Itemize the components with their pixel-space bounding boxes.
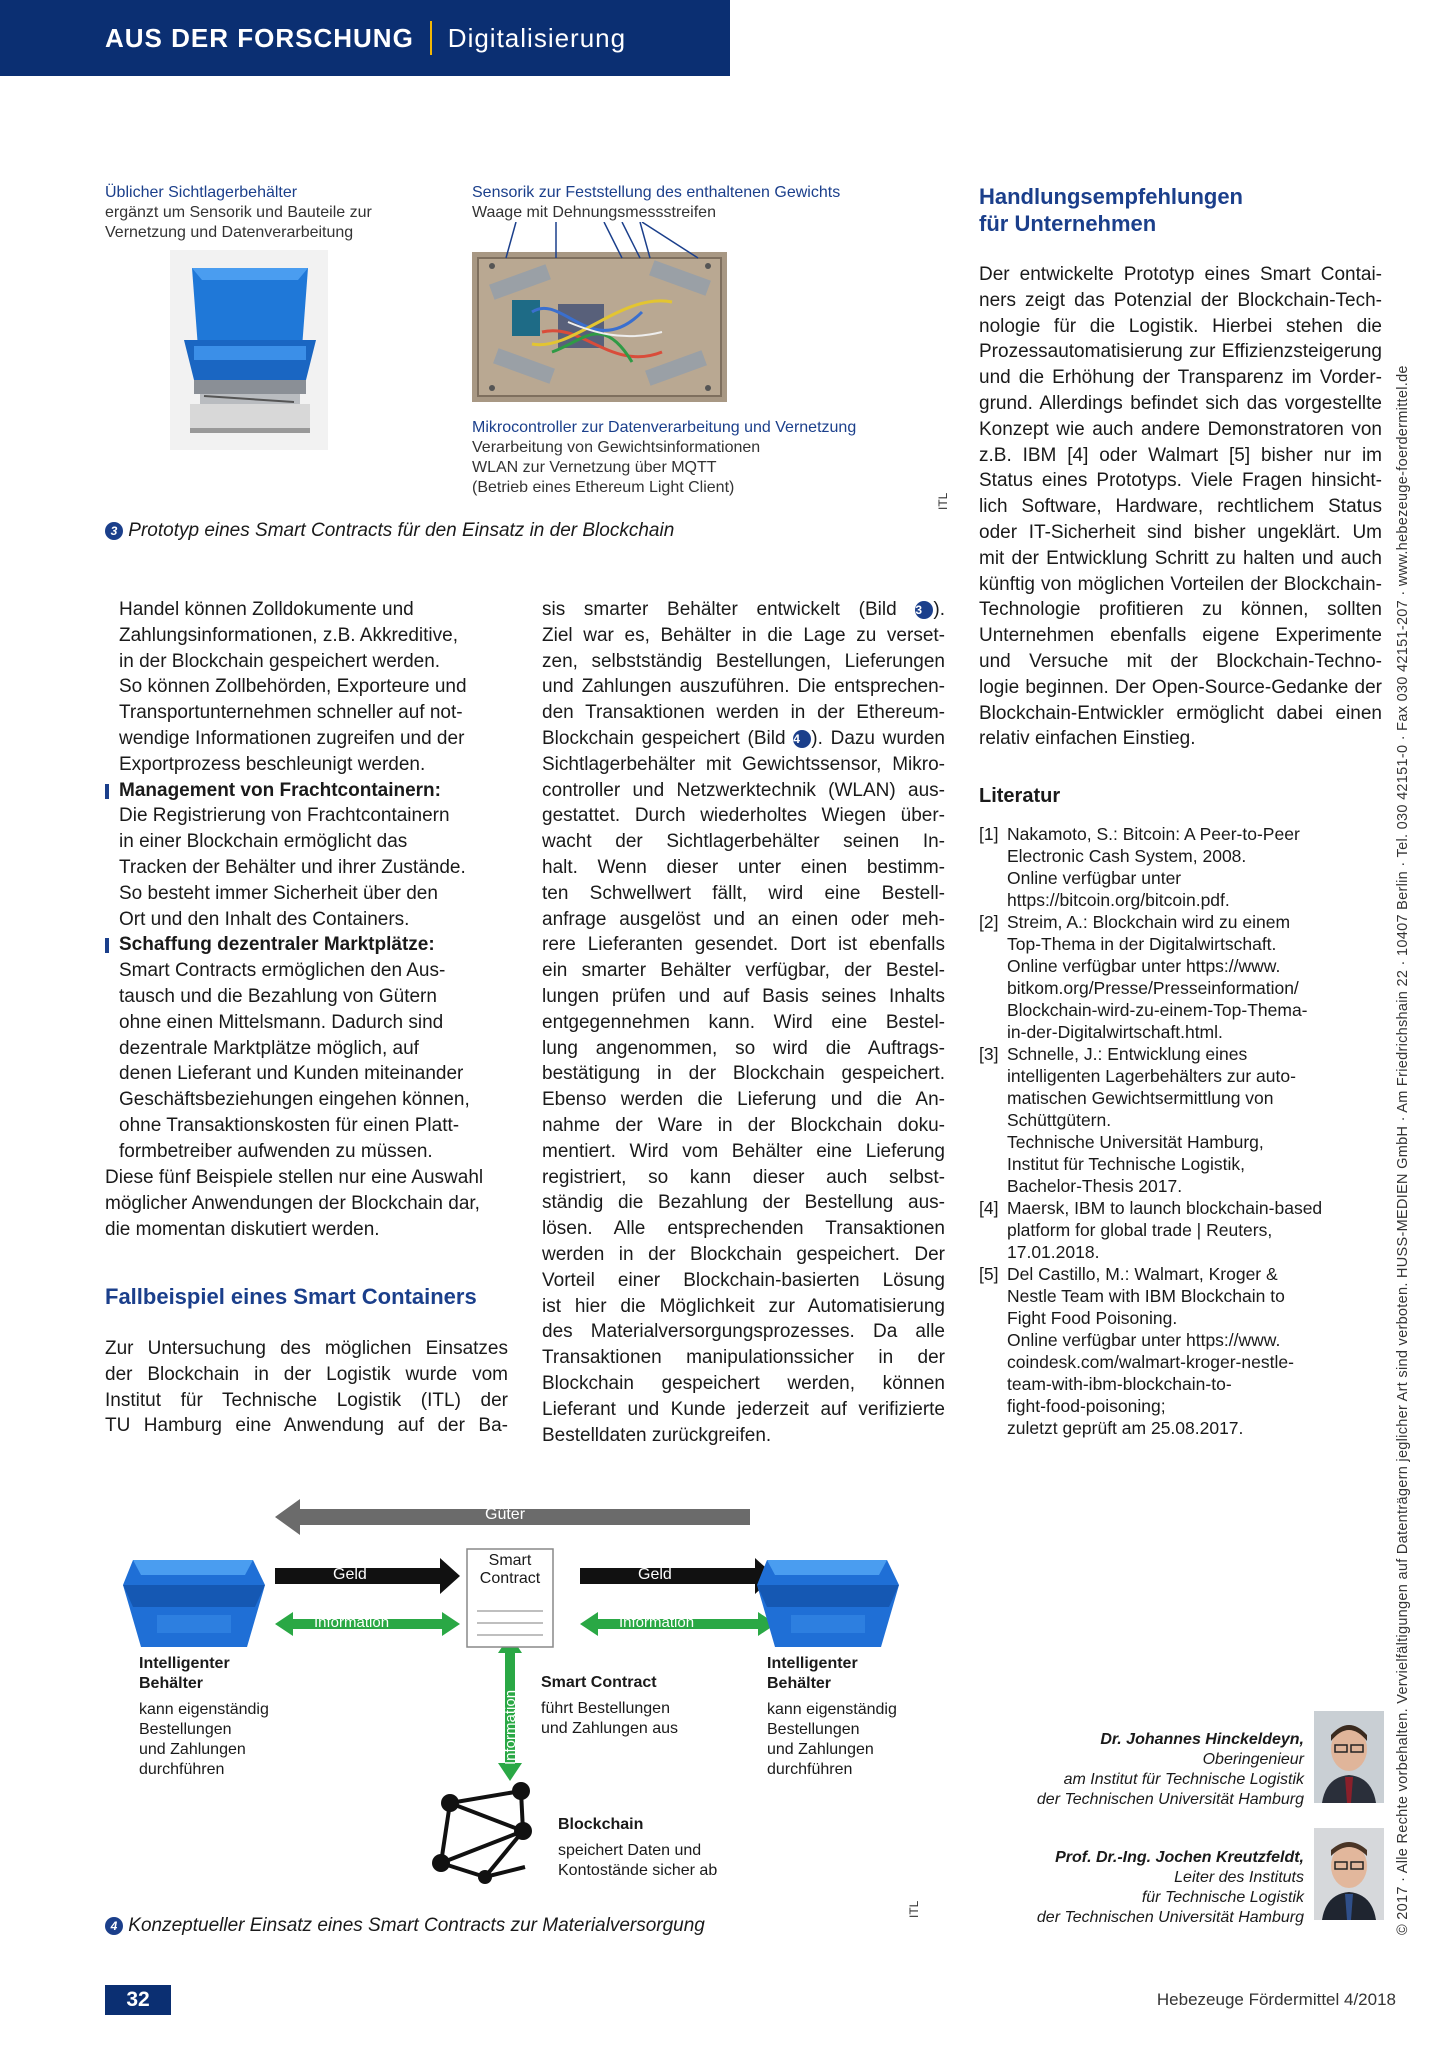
figure-number-badge: 4: [105, 1917, 123, 1935]
text-line: des Materialversorgungsprozesses. Da alle: [542, 1321, 945, 1343]
information-label-left: Information: [314, 1614, 390, 1631]
literature-list: [979, 823, 1379, 1439]
money-arrow-left: [275, 1558, 460, 1594]
literature-line: Electronic Cash System, 2008.: [1007, 846, 1247, 866]
literature-item: [979, 911, 1379, 1043]
literature-line: Schnelle, J.: Entwicklung eines: [1007, 1044, 1248, 1064]
bc-desc-line: speichert Daten und: [558, 1842, 702, 1859]
bin-desc-line: und Zahlungen: [139, 1741, 246, 1758]
literature-line: Streim, A.: Blockchain wird zu einem: [1007, 912, 1291, 932]
heading-line: Handlungsempfehlungen: [979, 184, 1243, 209]
text-line: So besteht immer Sicherheit über den: [119, 882, 438, 904]
text-line: Ort und den Inhalt des Containers.: [119, 908, 410, 930]
bullet-title: Schaffung dezentraler Marktplätze:: [119, 932, 519, 958]
literature-line: platform for global trade | Reuters,: [1007, 1220, 1273, 1240]
text-line: Transaktionen manipulationssicher in der: [542, 1347, 945, 1369]
literature-line: intelligenten Lagerbehälters zur auto-: [1007, 1066, 1296, 1086]
copyright-sidebar: © 2017 · Alle Rechte vorbehalten. Vervielfältigungen auf Datenträgern jeglicher Art sind verboten. HUSS-MEDIEN GmbH · Am Friedrichshain 22 · 10407 Berlin · Tel. 030 42151-0 · Fax 030 42151-207 · www.hebezeuge-foerdermittel.de: [1395, 365, 1411, 1935]
fig3-bottom-caption: [472, 418, 932, 498]
header-separator: [430, 21, 432, 55]
text-line: lich Software, Hardware, rechtlichem Status: [979, 496, 1382, 518]
fig3-left-caption-line: Vernetzung und Datenverarbeitung: [105, 224, 354, 241]
text-line: [542, 597, 945, 623]
author-1: [964, 1730, 1304, 1810]
author-name: Dr. Johannes Hinckeldeyn,: [1100, 1731, 1304, 1748]
column-1-case: [105, 1336, 508, 1439]
text-line: lösen. Alle entsprechenden Transaktionen: [542, 1218, 945, 1240]
bin-title-line: Behälter: [139, 1675, 204, 1692]
bullet-title: Management von Frachtcontainern:: [119, 778, 519, 804]
text-line: und Versuche mit der Blockchain-Techno-: [979, 650, 1382, 672]
text-line: Technologie profitieren zu können, sollten: [979, 599, 1382, 621]
right-bin-text: [767, 1654, 897, 1780]
figure-number-badge: 3: [105, 522, 123, 540]
fig3-bottom-caption-title: Mikrocontroller zur Datenverarbeitung und Vernetzung: [472, 419, 857, 436]
text-line: relativ einfachen Einstieg.: [979, 728, 1196, 750]
text-line: registriert, so kann dieser auch selbst-: [542, 1166, 945, 1188]
text-line: den Transaktionen werden in der Ethereum-: [542, 702, 945, 724]
bin-title-line: Intelligenter: [139, 1655, 230, 1672]
text-line: ohne Transaktionskosten für einen Platt-: [119, 1114, 460, 1136]
text-line: ohne einen Mittelsmann. Dadurch sind: [119, 1011, 444, 1033]
text-line: Diese fünf Beispiele stellen nur eine Auswahl: [105, 1167, 484, 1188]
author-2: [964, 1848, 1304, 1928]
text-line: der Blockchain in der Logistik wurde vom: [105, 1363, 508, 1385]
text-line: lungen prüfen und auf Basis seines Inhalts: [542, 985, 945, 1007]
fig3-left-caption-title: Üblicher Sichtlagerbehälter: [105, 184, 298, 201]
smart-contract-text: [541, 1673, 678, 1739]
text-line: Status eines Prototyps. Viele Fragen hinsicht-: [979, 470, 1382, 492]
literature-item: [979, 823, 1379, 911]
literature-line: Del Castillo, M.: Walmart, Kroger &: [1007, 1264, 1278, 1284]
figure-ref-badge: 4: [793, 730, 811, 748]
box-label-line: Smart: [488, 1552, 532, 1569]
text-line: So können Zollbehörden, Exporteure und: [119, 676, 467, 698]
text-line: und die Erhöhung der Transparenz im Vorder-: [979, 367, 1382, 389]
fig3-top-caption: [472, 183, 932, 223]
author-1-portrait: [1314, 1711, 1384, 1803]
text-line: werden in der Blockchain gespeichert. Der: [542, 1243, 945, 1265]
text-line: entgegennehmen kann. Wird eine Bestel-: [542, 1011, 945, 1033]
text-line: Geschäftsbeziehungen eingehen können,: [119, 1089, 470, 1111]
section-heading-recommendations: [979, 183, 1243, 237]
text-line: halt. Wenn dieser unter einen bestimm-: [542, 856, 945, 878]
goods-label: Güter: [485, 1506, 526, 1523]
text-line: wendige Informationen zugreifen und der: [119, 727, 465, 749]
text-line: die momentan diskutiert werden.: [105, 1218, 380, 1240]
literature-line: Technische Universität Hamburg,: [1007, 1132, 1264, 1152]
text-line: Unternehmen ebenfalls eigene Experimente: [979, 625, 1382, 647]
text-line: zen, selbstständig Bestellungen, Lieferungen: [542, 650, 945, 672]
text-line: ein smarter Behälter verfügbar, der Bestel-: [542, 960, 945, 982]
text-line: nahme der Ware in der Blockchain doku-: [542, 1114, 945, 1136]
header-bar: [0, 0, 730, 76]
blockchain-text: [558, 1815, 717, 1881]
text-line: lung angenommen, so wird die Auftrags-: [542, 1037, 945, 1059]
text-line: nologie für die Logistik. Hierbei stehen die: [979, 315, 1382, 337]
text-line: und Zahlungen auszuführen. Die entsprechen-: [542, 676, 945, 698]
text-line: rere Lieferanten gesendet. Dort ist ebenfalls: [542, 934, 945, 956]
text-line: z.B. IBM [4] oder Walmart [5] bisher nur im: [979, 444, 1382, 466]
figure-ref-badge: 3: [915, 601, 933, 619]
literature-line: https://bitcoin.org/bitcoin.pdf.: [1007, 890, 1230, 910]
literature-line: fight-food-poisoning;: [1007, 1396, 1166, 1416]
text-line: gestattet. Durch wiederholtes Wiegen über-: [542, 805, 945, 827]
text-line: controller und Netzwerktechnik (WLAN) aus-: [542, 779, 945, 801]
author-line: der Technischen Universität Hamburg: [1036, 1909, 1304, 1926]
information-label-right: Information: [619, 1614, 695, 1631]
text-line: ten Schwellwert fällt, wird eine Bestell-: [542, 882, 945, 904]
text-line: Prozessautomatisierung zur Effizienzsteigerung: [979, 341, 1382, 363]
text-line: möglicher Anwendungen der Blockchain dar,: [105, 1192, 480, 1214]
literature-item: [979, 1043, 1379, 1197]
fig4-caption: [105, 1915, 705, 1937]
text-line: dezentrale Marktplätze möglich, auf: [119, 1037, 419, 1059]
text-line: wacht der Sichtlagerbehälter seinen In-: [542, 831, 945, 853]
fig3-credit: ITL: [936, 492, 950, 510]
text-line: Konzept wie auch andere Demonstratoren von: [979, 418, 1382, 440]
text-line: TU Hamburg eine Anwendung auf der Ba-: [105, 1415, 508, 1437]
text-line: Vorteil einer Blockchain-basierten Lösung: [542, 1269, 945, 1291]
text-line: Smart Contracts ermöglichen den Aus-: [119, 960, 446, 982]
bin-title-line: Behälter: [767, 1675, 832, 1692]
literature-line: Online verfügbar unter https://www.: [1007, 956, 1281, 976]
literature-line: Top-Thema in der Digitalwirtschaft.: [1007, 934, 1277, 954]
bin-desc-line: und Zahlungen: [767, 1741, 874, 1758]
text-line: Ebenso werden die Lieferung und die An-: [542, 1089, 945, 1111]
text-line: ist hier die Möglichkeit zur Automatisierung: [542, 1295, 945, 1317]
author-line: für Technische Logistik: [1141, 1889, 1304, 1906]
text-line: in der Blockchain gespeichert werden.: [119, 650, 441, 672]
text-line: ständig die Bezahlung der Bestellung aus-: [542, 1192, 945, 1214]
box-label-line: Contract: [479, 1570, 541, 1587]
bin-title-line: Intelligenter: [767, 1655, 858, 1672]
fig3-caption: [105, 520, 674, 542]
fig3-bottom-caption-line: (Betrieb eines Ethereum Light Client): [472, 479, 735, 496]
literature-number: [4]: [979, 1198, 999, 1218]
author-line: Leiter des Instituts: [1174, 1869, 1304, 1886]
heading-line: für Unternehmen: [979, 211, 1157, 236]
literature-number: [1]: [979, 824, 999, 844]
column-1: [119, 597, 519, 1165]
literature-line: Institut für Technische Logistik,: [1007, 1154, 1245, 1174]
fig3-left-caption-line: ergänzt um Sensorik und Bauteile zur: [105, 204, 372, 221]
journal-reference: Hebezeuge Fördermittel 4/2018: [1156, 1990, 1396, 2009]
literature-number: [3]: [979, 1044, 999, 1064]
text-line: Die Registrierung von Frachtcontainern: [119, 805, 450, 827]
literature-line: 17.01.2018.: [1007, 1242, 1100, 1262]
author-name: Prof. Dr.-Ing. Jochen Kreutzfeldt,: [1055, 1849, 1304, 1866]
text-line-part: ). Dazu wurden: [811, 727, 945, 749]
literature-line: Fight Food Poisoning.: [1007, 1308, 1178, 1328]
literature-number: [5]: [979, 1264, 999, 1284]
text-line: Tracken der Behälter und ihrer Zustände.: [119, 856, 466, 878]
column-1-summary: [105, 1165, 515, 1242]
literature-line: Online verfügbar unter: [1007, 868, 1182, 888]
literature-line: Nestle Team with IBM Blockchain to: [1007, 1286, 1285, 1306]
money-arrow-right: [580, 1558, 775, 1594]
literature-line: team-with-ibm-blockchain-to-: [1007, 1374, 1232, 1394]
literature-number: [2]: [979, 912, 999, 932]
literature-line: in-der-Digitalwirtschaft.html.: [1007, 1022, 1223, 1042]
text-line-part: Blockchain gespeichert (Bild: [542, 727, 794, 749]
text-line: anfrage ausgelöst und an einen oder meh-: [542, 908, 945, 930]
money-label-right: Geld: [638, 1566, 672, 1583]
author-line: der Technischen Universität Hamburg: [1036, 1791, 1304, 1808]
money-label-left: Geld: [333, 1566, 367, 1583]
section-title: AUS DER FORSCHUNG: [105, 22, 414, 53]
bin-desc-line: kann eigenständig: [767, 1701, 897, 1718]
bin-desc-line: Bestellungen: [767, 1721, 860, 1738]
scale-sensor-photo: [472, 252, 727, 402]
column-3: [979, 262, 1382, 752]
fig3-top-caption-title: Sensorik zur Feststellung des enthaltenen Gewichts: [472, 184, 841, 201]
bc-title: Blockchain: [558, 1816, 644, 1833]
author-line: am Institut für Technische Logistik: [1063, 1771, 1304, 1788]
literature-item: [979, 1263, 1379, 1439]
bin-desc-line: Bestellungen: [139, 1721, 232, 1738]
sc-desc-line: und Zahlungen aus: [541, 1720, 678, 1737]
text-line: Blockchain gespeichert werden, können: [542, 1372, 945, 1394]
literature-line: Nakamoto, S.: Bitcoin: A Peer-to-Peer: [1007, 824, 1300, 844]
section-heading-case: Fallbeispiel eines Smart Containers: [105, 1284, 477, 1309]
text-line: [542, 726, 945, 752]
fig3-pointer-lines: [472, 222, 732, 262]
literature-heading: Literatur: [979, 785, 1061, 807]
text-line-part: sis smarter Behälter entwickelt (Bild: [542, 599, 916, 620]
text-line: Handel können Zolldokumente und: [119, 599, 414, 620]
literature-line: Blockchain-wird-zu-einem-Top-Thema-: [1007, 1000, 1308, 1020]
literature-line: bitkom.org/Presse/Presseinformation/: [1007, 978, 1299, 998]
bin-desc-line: kann eigenständig: [139, 1701, 269, 1718]
literature-line: Schüttgütern.: [1007, 1110, 1112, 1130]
text-line: grund. Allerdings befindet sich das vorgestellte: [979, 392, 1382, 414]
smart-bin-left-icon: [123, 1560, 265, 1647]
fig3-bottom-caption-line: Verarbeitung von Gewichtsinformationen: [472, 439, 761, 456]
author-line: Oberingenieur: [1202, 1751, 1304, 1768]
text-line: Zahlungsinformationen, z.B. Akkreditive,: [119, 624, 459, 646]
text-line: künftig von möglichen Vorteilen der Blockchain-: [979, 573, 1382, 595]
text-line: Der entwickelte Prototyp eines Smart Contai-: [979, 264, 1382, 285]
page-number: 32: [105, 1985, 171, 2015]
literature-item: [979, 1197, 1379, 1263]
literature-line: coindesk.com/walmart-kroger-nestle-: [1007, 1352, 1294, 1372]
bin-desc-line: durchführen: [767, 1761, 853, 1778]
text-line-part: ).: [933, 599, 945, 620]
smart-bin-right-icon: [757, 1560, 899, 1647]
text-line: tausch und die Bezahlung von Gütern: [119, 985, 437, 1007]
text-line: mit der Entwicklung Schritt zu halten und auch: [979, 547, 1382, 569]
fig4-credit: ITL: [907, 1900, 921, 1918]
literature-line: matischen Gewichtsermittlung von: [1007, 1088, 1274, 1108]
column-2: [542, 597, 945, 1448]
literature-line: Bachelor-Thesis 2017.: [1007, 1176, 1183, 1196]
fig3-caption-text: Prototyp eines Smart Contracts für den Einsatz in der Blockchain: [128, 520, 675, 541]
text-line: Transportunternehmen schneller auf not-: [119, 702, 463, 724]
sc-desc-line: führt Bestellungen: [541, 1700, 670, 1717]
bin-desc-line: durchführen: [139, 1761, 225, 1778]
text-line: Bestelldaten zurückgreifen.: [542, 1424, 772, 1446]
text-line: Zur Untersuchung des möglichen Einsatzes: [105, 1338, 508, 1359]
text-line: mentiert. Wird vom Behälter eine Lieferung: [542, 1140, 945, 1162]
text-line: Ziel war es, Behälter in die Lage zu verset-: [542, 624, 945, 646]
text-line: Institut für Technische Logistik (ITL) der: [105, 1389, 508, 1411]
text-line: oder IT-Sicherheit sind bisher ungeklärt. Um: [979, 521, 1382, 543]
literature-line: zuletzt geprüft am 25.08.2017.: [1007, 1418, 1244, 1438]
text-line: denen Lieferant und Kunden miteinander: [119, 1063, 464, 1085]
sc-title: Smart Contract: [541, 1674, 657, 1691]
text-line: Lieferant und Kunde jederzeit auf verifizierte: [542, 1398, 945, 1420]
smart-contract-box-label: [467, 1552, 553, 1588]
text-line: Sichtlagerbehälter mit Gewichtssensor, Mikro-: [542, 753, 945, 775]
text-line: Exportprozess beschleunigt werden.: [119, 753, 426, 775]
bc-desc-line: Kontostände sicher ab: [558, 1862, 718, 1879]
fig3-top-caption-line: Waage mit Dehnungsmessstreifen: [472, 204, 716, 221]
sensor-bin-photo: [170, 250, 328, 450]
information-label-vertical: Information: [502, 1689, 519, 1765]
text-line: logie beginnen. Der Open-Source-Gedanke der: [979, 676, 1382, 698]
literature-line: Maersk, IBM to launch blockchain-based: [1007, 1198, 1323, 1218]
section-topic: Digitalisierung: [447, 22, 627, 53]
author-2-portrait: [1314, 1828, 1384, 1920]
fig4-caption-text: Konzeptueller Einsatz eines Smart Contracts zur Materialversorgung: [128, 1915, 705, 1936]
fig3-left-caption: [105, 183, 425, 243]
text-line: formbetreiber aufwenden zu müssen.: [119, 1140, 433, 1162]
text-line: ners zeigt das Potenzial der Blockchain-Tech-: [979, 289, 1382, 311]
left-bin-text: [139, 1654, 269, 1780]
text-line: in einer Blockchain ermöglicht das: [119, 831, 408, 853]
fig3-bottom-caption-line: WLAN zur Vernetzung über MQTT: [472, 459, 717, 476]
text-line: bestätigung in der Blockchain gespeichert.: [542, 1063, 945, 1085]
literature-line: Online verfügbar unter https://www.: [1007, 1330, 1281, 1350]
text-line: Blockchain-Entwickler ermöglicht dabei einen: [979, 702, 1382, 724]
